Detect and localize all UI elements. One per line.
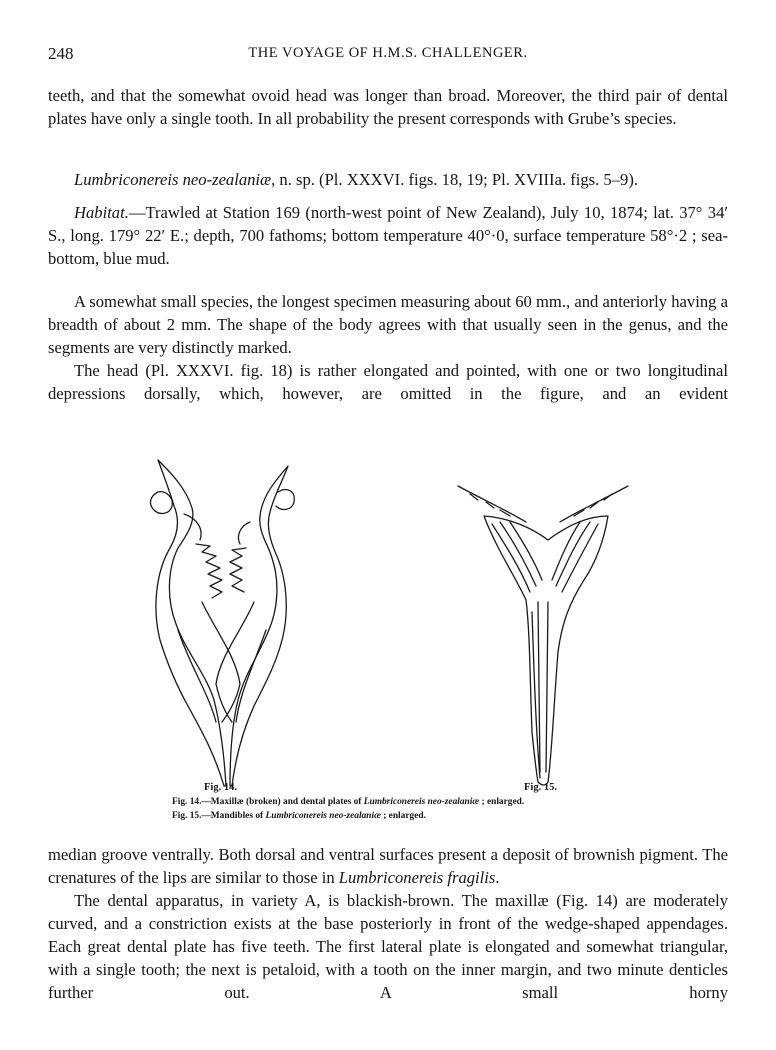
fig14-label: Fig. 14.: [204, 782, 237, 793]
page-number: 248: [48, 44, 74, 63]
species-heading-refs: , n. sp. (Pl. XXXVI. figs. 18, 19; Pl. XVIIIa. figs. 5–9).: [271, 170, 638, 189]
habitat-paragraph: [48, 201, 728, 270]
fig15-mandibles: [458, 486, 628, 785]
fig15-caption: Fig. 15.—Mandibles of Lumbriconereis neo-zealaniæ ; enlarged.: [172, 811, 426, 821]
fig15-label: Fig. 15.: [524, 782, 557, 793]
habitat-text: —Trawled at Station 169 (north-west point of New Zealand), July 10, 1874; lat. 37° 34′ S., long. 179° 22′ E.; depth, 700 fathoms; bottom temperature 40°·0, surface temperature 58°·2 ; sea-bottom, blue mud.: [48, 203, 728, 268]
fig14-right-maxilla: [216, 466, 294, 786]
head-paragraph: The head (Pl. XXXVI. fig. 18) is rather elongated and pointed, with one or two longitudinal depressions dorsally, which, however, are omitted in the figure, and an evident: [48, 361, 728, 403]
lower-text-block: [48, 843, 728, 1004]
running-title: THE VOYAGE OF H.M.S. CHALLENGER.: [248, 45, 528, 61]
dental-paragraph: The dental apparatus, in variety A, is blackish-brown. The maxillæ (Fig. 14) are moderately curved, and a constriction exists at the base posteriorly in front of the wedge-shaped appendages. Each great dental plate has five teeth. The first lateral plate is elongated and somewhat triangular, with a single tooth; the next is petaloid, with a tooth on the inner margin, and two minute denticles further out. A small horny: [48, 891, 728, 1002]
fig14-caption: Fig. 14.—Maxillæ (broken) and dental plates of Lumbriconereis neo-zealaniæ ; enlarged.: [172, 797, 525, 807]
page-header: [48, 44, 728, 68]
upper-text-block: [48, 84, 728, 405]
fig14-left-maxilla: [151, 460, 240, 786]
figure-block: [0, 452, 776, 837]
groove-paragraph: median groove ventrally. Both dorsal and ventral surfaces present a deposit of brownish pigment. The crenatures of the lips are similar to those in Lumbriconereis fragilis.: [48, 845, 728, 887]
figure-drawings: [0, 452, 776, 837]
species-heading: [48, 168, 728, 191]
continuation-paragraph: teeth, and that the somewhat ovoid head was longer than broad. Moreover, the third pair of dental plates have only a single tooth. In all probability the present corresponds with Grube’s species.: [48, 86, 728, 128]
habitat-label: Habitat.: [74, 203, 129, 222]
species-name: Lumbriconereis neo-zealaniæ: [74, 170, 272, 189]
description-paragraph: A somewhat small species, the longest specimen measuring about 60 mm., and anteriorly having a breadth of about 2 mm. The shape of the body agrees with that usually seen in the genus, and the segments are very distinctly marked.: [48, 292, 728, 357]
